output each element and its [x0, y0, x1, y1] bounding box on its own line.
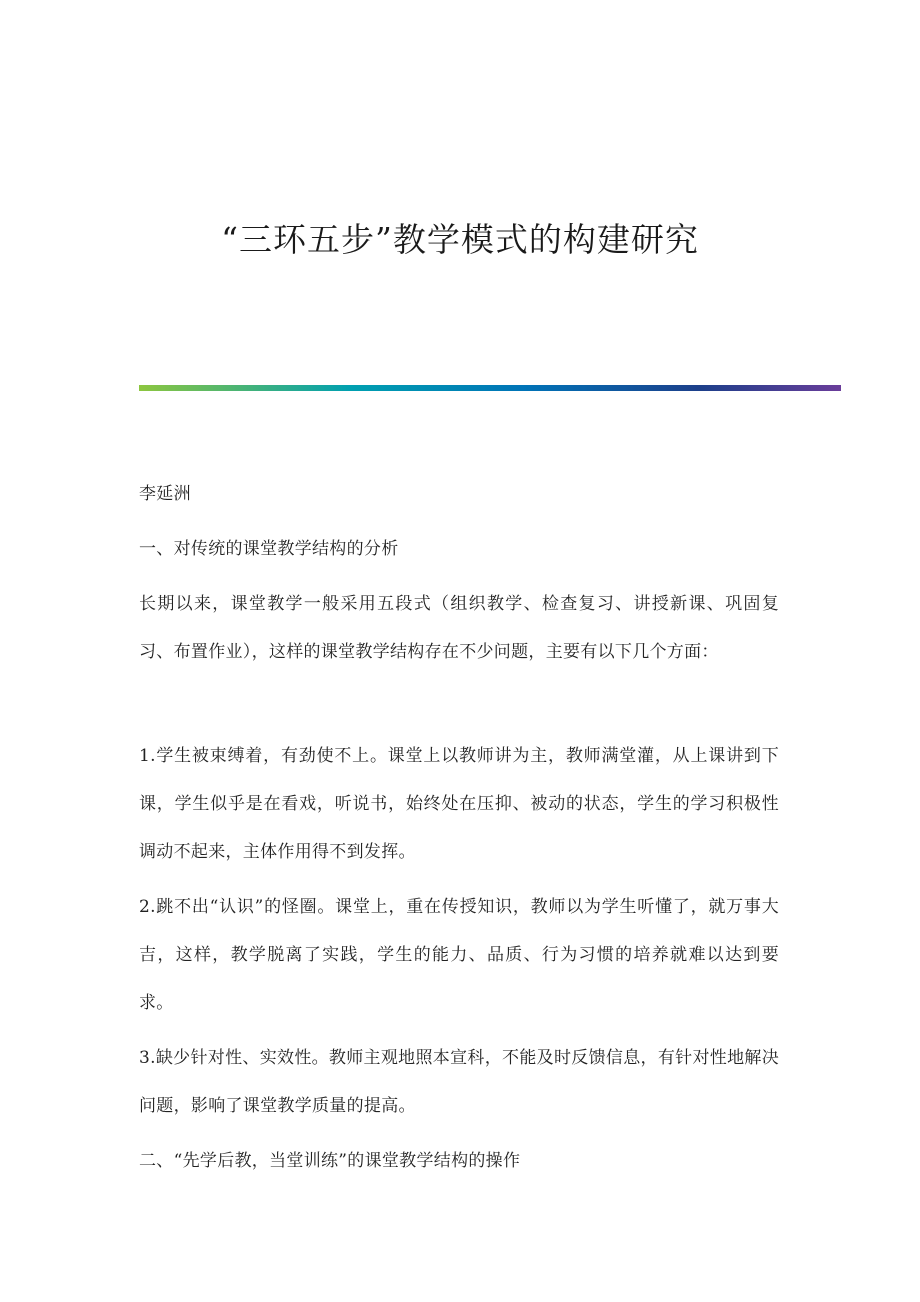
- point-2-paragraph: 2.跳不出“认识”的怪圈。课堂上，重在传授知识，教师以为学生听懂了，就万事大吉，这样，教学脱离了实践，学生的能力、品质、行为习惯的培养就难以达到要求。: [139, 897, 779, 1013]
- point-1-paragraph: 1.学生被束缚着，有劲使不上。课堂上以教师讲为主，教师满堂灌，从上课讲到下课，学生似乎是在看戏，听说书，始终处在压抑、被动的状态，学生的学习积极性调动不起来，主体作用得不到发挥。: [139, 746, 779, 862]
- intro-paragraph: 长期以来，课堂教学一般采用五段式（组织教学、检查复习、讲授新课、巩固复习、布置作业），这样的课堂教学结构存在不少问题，主要有以下几个方面：: [139, 594, 779, 662]
- title-divider: [139, 385, 841, 391]
- document-body: [139, 470, 779, 1185]
- section-heading-2: 二、“先学后教，当堂训练”的课堂教学结构的操作: [139, 1151, 521, 1171]
- author-name: 李延洲: [139, 484, 191, 504]
- document-title: “三环五步”教学模式的构建研究: [221, 220, 699, 259]
- point-3-paragraph: 3.缺少针对性、实效性。教师主观地照本宣科，不能及时反馈信息，有针对性地解决问题，影响了课堂教学质量的提高。: [139, 1048, 779, 1116]
- section-heading-1: 一、对传统的课堂教学结构的分析: [139, 539, 399, 559]
